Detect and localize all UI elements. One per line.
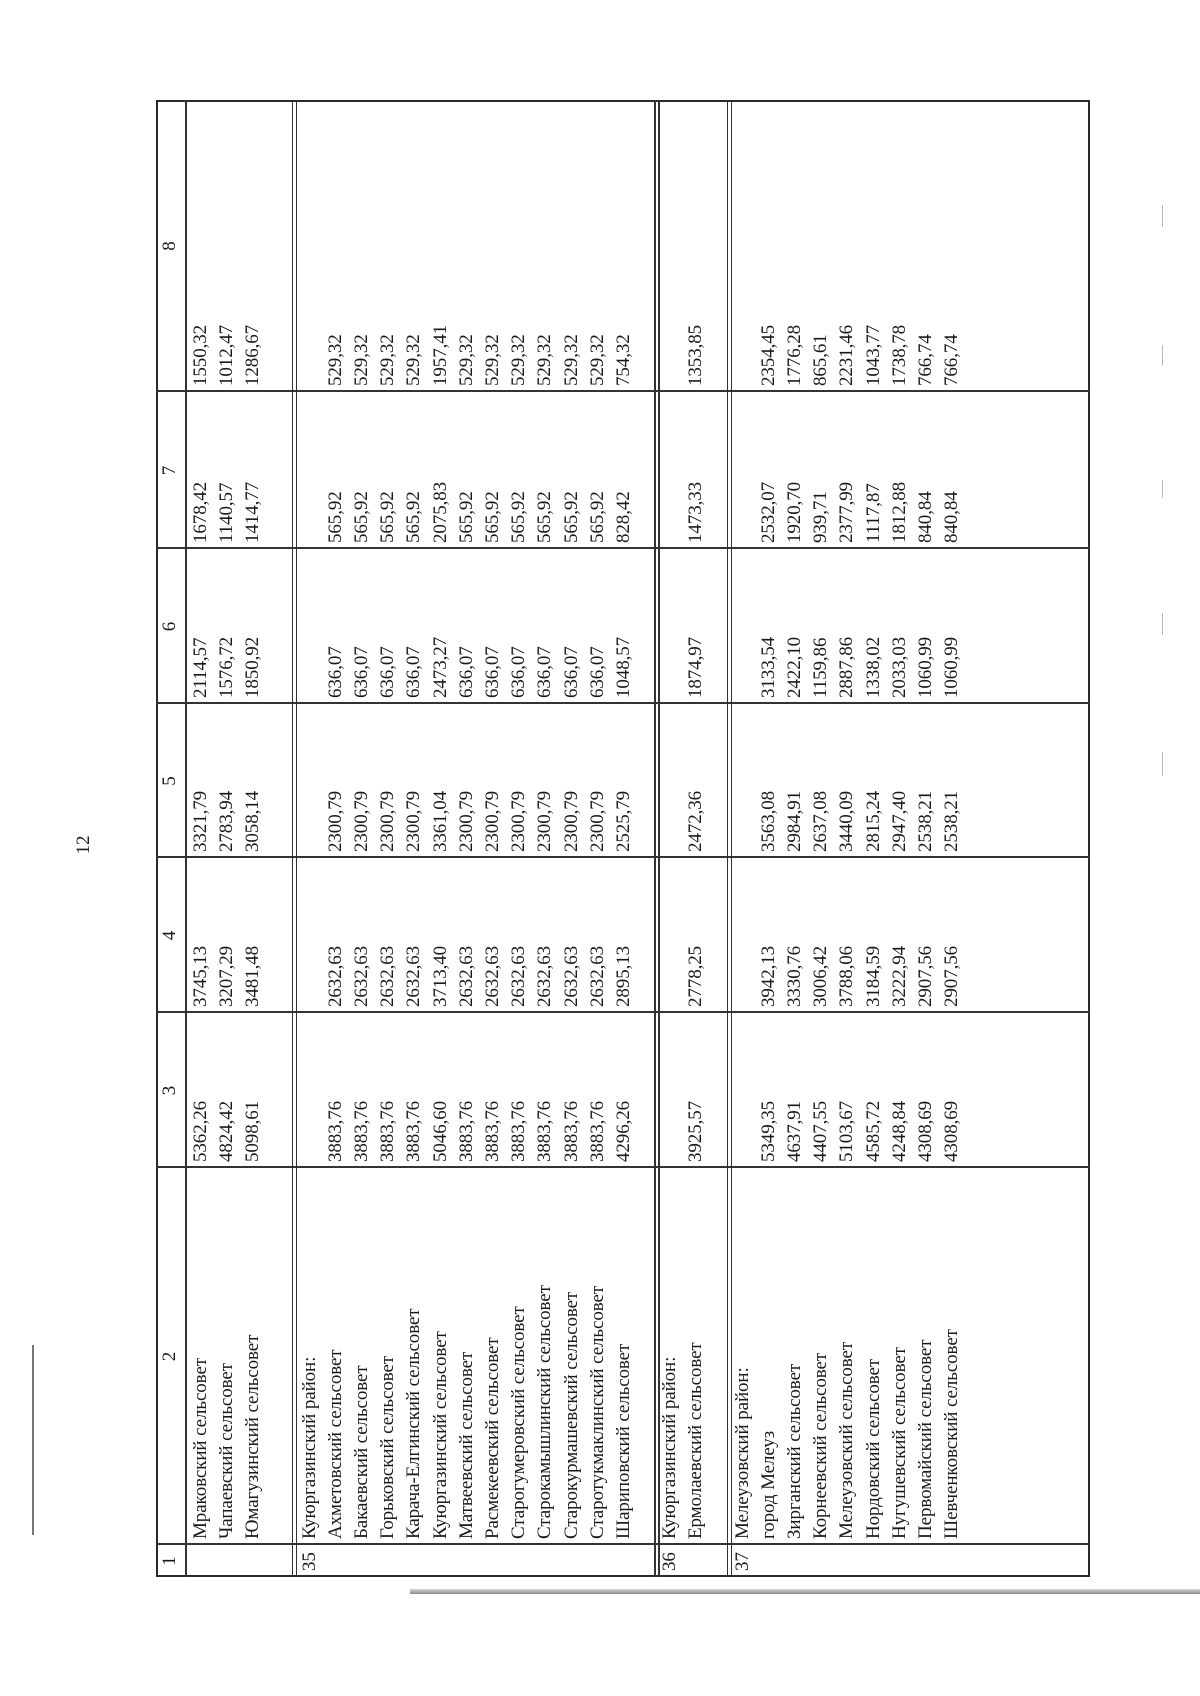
- value-cell: 1957,41: [429, 324, 451, 386]
- block-separator: [727, 100, 729, 1577]
- scan-speck: [1162, 752, 1163, 776]
- municipality-name: Шевченковский сельсовет: [941, 1329, 963, 1539]
- value-cell: 5098,61: [242, 1100, 264, 1162]
- value-cell: 529,32: [351, 334, 372, 386]
- value-cell: 2354,45: [757, 324, 779, 386]
- value-cell: 840,84: [941, 491, 963, 543]
- value-cell: 1140,57: [216, 482, 238, 543]
- municipality-name: Старокурмашевский сельсовет: [560, 1291, 582, 1539]
- value-cell: 565,92: [508, 491, 530, 543]
- column-header-4: 4: [159, 930, 180, 941]
- value-cell: 3925,57: [685, 1100, 707, 1162]
- value-cell: 2815,24: [862, 790, 884, 852]
- value-cell: 3207,29: [216, 945, 238, 1007]
- municipality-name: Старотукмаклинский сельсовет: [586, 1285, 608, 1539]
- value-cell: 2033,03: [888, 636, 910, 698]
- value-cell: 4824,42: [216, 1100, 238, 1162]
- value-cell: 3883,76: [403, 1100, 425, 1162]
- district-heading: Куюргазинский район:: [298, 1356, 320, 1539]
- value-cell: 2632,63: [508, 945, 530, 1007]
- value-cell: 3713,40: [429, 945, 451, 1007]
- value-cell: 1874,97: [685, 636, 707, 698]
- block-separator: [654, 100, 656, 1577]
- value-cell: 2300,79: [560, 790, 582, 852]
- value-cell: 2300,79: [534, 790, 556, 852]
- municipality-name: Карача-Елгинский сельсовет: [403, 1308, 425, 1539]
- municipality-name: Мраковский сельсовет: [190, 1358, 211, 1539]
- row-number: 36: [659, 1552, 681, 1571]
- value-cell: 2075,83: [429, 481, 451, 543]
- value-cell: 5046,60: [429, 1100, 451, 1162]
- value-cell: 1060,99: [915, 636, 936, 698]
- value-cell: 2538,21: [915, 790, 936, 852]
- value-cell: 2300,79: [351, 790, 372, 852]
- value-cell: 2538,21: [941, 790, 963, 852]
- value-cell: 1286,67: [242, 324, 264, 386]
- value-cell: 529,32: [324, 334, 346, 386]
- value-cell: 1920,70: [784, 481, 805, 543]
- value-cell: 636,07: [534, 646, 556, 698]
- value-cell: 2632,63: [377, 945, 399, 1007]
- block-separator: [292, 100, 294, 1577]
- value-cell: 2632,63: [586, 945, 608, 1007]
- value-cell: 3883,76: [377, 1100, 399, 1162]
- value-cell: 2632,63: [403, 945, 425, 1007]
- value-cell: 2632,63: [455, 945, 477, 1007]
- value-cell: 565,92: [403, 491, 425, 543]
- value-cell: 1338,02: [862, 636, 884, 698]
- value-cell: 2632,63: [324, 945, 346, 1007]
- value-cell: 3883,76: [508, 1100, 530, 1162]
- value-cell: 565,92: [351, 491, 372, 543]
- value-cell: 3481,48: [242, 945, 264, 1007]
- value-cell: 565,92: [560, 491, 582, 543]
- value-cell: 2300,79: [324, 790, 346, 852]
- value-cell: 828,42: [613, 491, 634, 543]
- value-cell: 1012,47: [216, 324, 238, 386]
- municipality-name: Юмагузинский сельсовет: [242, 1334, 264, 1539]
- value-cell: 565,92: [377, 491, 399, 543]
- value-cell: 565,92: [586, 491, 608, 543]
- scan-speck: [1162, 205, 1163, 227]
- value-cell: 5103,67: [836, 1100, 858, 1162]
- value-cell: 2300,79: [482, 790, 503, 852]
- column-header-7: 7: [159, 465, 180, 476]
- value-cell: 636,07: [403, 646, 425, 698]
- value-cell: 1043,77: [862, 324, 884, 386]
- value-cell: 565,92: [534, 491, 556, 543]
- value-cell: 636,07: [455, 646, 477, 698]
- value-cell: 636,07: [586, 646, 608, 698]
- municipality-name: Мелеузовский сельсовет: [836, 1341, 858, 1539]
- value-cell: 2300,79: [586, 790, 608, 852]
- municipality-name: Ермолаевский сельсовет: [685, 1342, 707, 1539]
- value-cell: 1353,85: [685, 324, 707, 386]
- value-cell: 2114,57: [190, 637, 211, 698]
- value-cell: 1776,28: [784, 324, 805, 386]
- value-cell: 4308,69: [941, 1100, 963, 1162]
- value-cell: 636,07: [482, 646, 503, 698]
- row-number: 35: [298, 1552, 320, 1571]
- municipality-name: Корнеевский сельсовет: [810, 1352, 832, 1539]
- value-cell: 3942,13: [757, 945, 779, 1007]
- value-cell: 1048,57: [613, 636, 634, 698]
- value-cell: 1414,77: [242, 481, 264, 543]
- value-cell: 1060,99: [941, 636, 963, 698]
- value-cell: 529,32: [508, 334, 530, 386]
- value-cell: 3883,76: [534, 1100, 556, 1162]
- value-cell: 636,07: [508, 646, 530, 698]
- value-cell: 529,32: [455, 334, 477, 386]
- scan-speck: [1162, 613, 1163, 635]
- column-header-2: 2: [159, 1351, 180, 1362]
- value-cell: 2984,91: [784, 790, 805, 852]
- value-cell: 2632,63: [534, 945, 556, 1007]
- municipality-name: Шариповский сельсовет: [613, 1343, 634, 1539]
- value-cell: 4248,84: [888, 1100, 910, 1162]
- value-cell: 3330,76: [784, 945, 805, 1007]
- value-cell: 766,74: [941, 334, 963, 386]
- municipality-name: Первомайский сельсовет: [915, 1339, 936, 1539]
- block-separator: [296, 100, 298, 1577]
- row-number: 37: [731, 1552, 753, 1571]
- municipality-name: город Мелеуз: [757, 1430, 779, 1539]
- value-cell: 1678,42: [190, 481, 211, 543]
- value-cell: 636,07: [377, 646, 399, 698]
- value-cell: 529,32: [403, 334, 425, 386]
- column-header-3: 3: [159, 1085, 180, 1096]
- municipality-name: Зирганский сельсовет: [784, 1363, 805, 1539]
- value-cell: 3133,54: [757, 636, 779, 698]
- value-cell: 2632,63: [560, 945, 582, 1007]
- value-cell: 2895,13: [613, 945, 634, 1007]
- value-cell: 2231,46: [836, 324, 858, 386]
- municipality-name: Чапаевский сельсовет: [216, 1363, 238, 1539]
- municipality-name: Нугушевский сельсовет: [888, 1347, 910, 1539]
- block-separator: [658, 100, 660, 1577]
- value-cell: 2907,56: [915, 945, 936, 1007]
- district-heading: Мелеузовский район:: [731, 1367, 753, 1539]
- municipality-name: Бакаевский сельсовет: [351, 1365, 372, 1539]
- value-cell: 2300,79: [403, 790, 425, 852]
- value-cell: 2947,40: [888, 790, 910, 852]
- municipality-name: Ахметовский сельсовет: [324, 1349, 346, 1539]
- value-cell: 3883,76: [324, 1100, 346, 1162]
- value-cell: 529,32: [560, 334, 582, 386]
- municipality-name: Расмекеевский сельсовет: [482, 1337, 503, 1539]
- value-cell: 4407,55: [810, 1100, 832, 1162]
- value-cell: 2783,94: [216, 790, 238, 852]
- value-cell: 1117,87: [862, 483, 884, 543]
- column-header-1: 1: [159, 1556, 180, 1566]
- value-cell: 2637,08: [810, 790, 832, 852]
- scan-speck: [1162, 480, 1163, 498]
- value-cell: 2907,56: [941, 945, 963, 1007]
- value-cell: 2778,25: [685, 945, 707, 1007]
- district-heading: Куюргазинский район:: [659, 1356, 681, 1539]
- value-cell: 3883,76: [455, 1100, 477, 1162]
- value-cell: 2300,79: [455, 790, 477, 852]
- value-cell: 5362,26: [190, 1100, 211, 1162]
- value-cell: 5349,35: [757, 1100, 779, 1162]
- column-header-6: 6: [159, 621, 180, 632]
- value-cell: 2300,79: [377, 790, 399, 852]
- municipality-name: Матвеевский сельсовет: [455, 1351, 477, 1539]
- value-cell: 3883,76: [560, 1100, 582, 1162]
- value-cell: 2377,99: [836, 481, 858, 543]
- value-cell: 3058,14: [242, 790, 264, 852]
- value-cell: 3563,08: [757, 790, 779, 852]
- value-cell: 3745,13: [190, 945, 211, 1007]
- value-cell: 565,92: [455, 491, 477, 543]
- value-cell: 529,32: [377, 334, 399, 386]
- value-cell: 636,07: [324, 646, 346, 698]
- value-cell: 3222,94: [888, 945, 910, 1007]
- value-cell: 2473,27: [429, 636, 451, 698]
- value-cell: 840,84: [915, 491, 936, 543]
- value-cell: 754,32: [613, 334, 634, 386]
- value-cell: 2632,63: [482, 945, 503, 1007]
- block-separator: [731, 100, 733, 1577]
- value-cell: 1738,78: [888, 324, 910, 386]
- value-cell: 1850,92: [242, 636, 264, 698]
- scan-speck: [1162, 345, 1163, 365]
- value-cell: 1159,86: [810, 637, 832, 698]
- value-cell: 1550,32: [190, 324, 211, 386]
- value-cell: 865,61: [810, 334, 832, 386]
- scan-margin-mark: [32, 1345, 34, 1535]
- value-cell: 565,92: [324, 491, 346, 543]
- value-cell: 2532,07: [757, 481, 779, 543]
- value-cell: 636,07: [351, 646, 372, 698]
- value-cell: 2632,63: [351, 945, 372, 1007]
- value-cell: 2300,79: [508, 790, 530, 852]
- value-cell: 3184,59: [862, 945, 884, 1007]
- scan-edge-rule: [410, 1589, 1200, 1594]
- value-cell: 3883,76: [586, 1100, 608, 1162]
- value-cell: 3883,76: [351, 1100, 372, 1162]
- value-cell: 2472,36: [685, 790, 707, 852]
- value-cell: 4637,91: [784, 1100, 805, 1162]
- value-cell: 529,32: [586, 334, 608, 386]
- value-cell: 3883,76: [482, 1100, 503, 1162]
- value-cell: 2422,10: [784, 636, 805, 698]
- value-cell: 3440,09: [836, 790, 858, 852]
- value-cell: 565,92: [482, 491, 503, 543]
- value-cell: 529,32: [534, 334, 556, 386]
- value-cell: 3321,79: [190, 790, 211, 852]
- value-cell: 4585,72: [862, 1100, 884, 1162]
- municipality-name: Старогумеровский сельсовет: [508, 1306, 530, 1539]
- municipality-name: Нордовский сельсовет: [862, 1358, 884, 1539]
- value-cell: 2887,86: [836, 636, 858, 698]
- value-cell: 766,74: [915, 334, 936, 386]
- municipality-name: Куюргазинский сельсовет: [429, 1331, 451, 1539]
- rotated-table: [156, 100, 1090, 1577]
- value-cell: 1473,33: [685, 481, 707, 543]
- value-cell: 4308,69: [915, 1100, 936, 1162]
- value-cell: 3361,04: [429, 790, 451, 852]
- column-header-8: 8: [159, 241, 180, 251]
- value-cell: 1576,72: [216, 636, 238, 698]
- value-cell: 3006,42: [810, 945, 832, 1007]
- value-cell: 529,32: [482, 334, 503, 386]
- value-cell: 636,07: [560, 646, 582, 698]
- value-cell: 3788,06: [836, 945, 858, 1007]
- municipality-name: Горьковский сельсовет: [377, 1355, 399, 1539]
- value-cell: 1812,88: [888, 481, 910, 543]
- column-header-5: 5: [159, 776, 180, 786]
- value-cell: 939,71: [810, 491, 832, 543]
- municipality-name: Старокамышлинский сельсовет: [534, 1285, 556, 1539]
- value-cell: 4296,26: [613, 1100, 634, 1162]
- page-number: 12: [73, 835, 94, 855]
- value-cell: 2525,79: [613, 790, 634, 852]
